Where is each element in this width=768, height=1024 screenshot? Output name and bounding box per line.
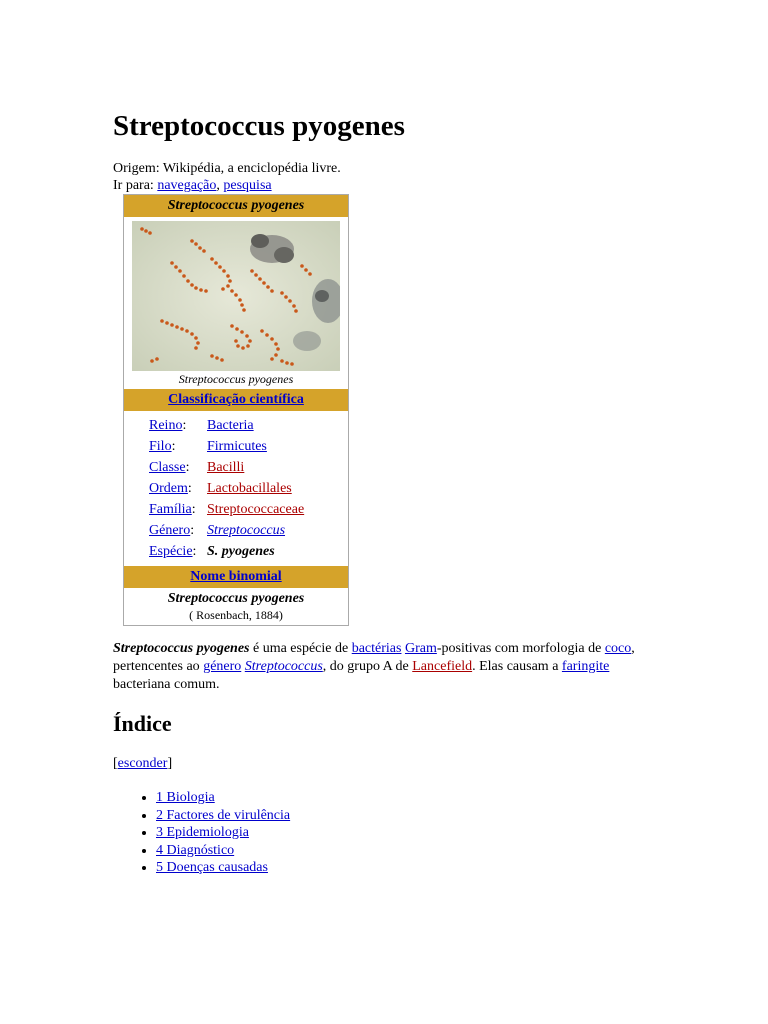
- taxobox-row-especie: [149, 541, 348, 562]
- binomial-author: ( Rosenbach, 1884): [189, 608, 283, 622]
- classification-link[interactable]: Classificação científica: [168, 392, 304, 407]
- intro-text: bacteriana comum.: [113, 677, 220, 692]
- taxobox-row-filo: [149, 436, 348, 457]
- taxon-link-ordem[interactable]: Lactobacillales: [207, 481, 292, 496]
- intro-species-name: Streptococcus pyogenes: [113, 641, 250, 656]
- taxon-link-classe[interactable]: Bacilli: [207, 460, 245, 475]
- toc-link-doencas[interactable]: 5 Doenças causadas: [156, 860, 268, 875]
- jump-search-link[interactable]: pesquisa: [223, 178, 272, 193]
- binomial-name: Streptococcus pyogenes: [167, 591, 305, 606]
- taxobox-row-ordem: [149, 478, 348, 499]
- taxobox-key: Ordem:: [149, 481, 192, 496]
- jump-prefix: Ir para:: [113, 178, 158, 193]
- bacteria-micrograph-image[interactable]: [132, 221, 340, 371]
- intro-text: -positivas com morfologia de: [436, 641, 605, 656]
- taxobox: [123, 194, 349, 626]
- link-streptococcus[interactable]: Streptococcus: [244, 659, 323, 674]
- index-heading: Índice: [113, 711, 172, 736]
- intro-text: . Elas causam a: [472, 659, 562, 674]
- taxobox-binomial: [124, 588, 348, 625]
- link-lancefield[interactable]: Lancefield: [412, 659, 473, 674]
- taxobox-binomial-header: [124, 566, 348, 588]
- rank-link-reino[interactable]: Reino: [149, 418, 183, 433]
- taxon-link-filo[interactable]: Firmicutes: [207, 439, 267, 454]
- taxobox-row-classe: [149, 457, 348, 478]
- intro-text: é uma espécie de: [249, 641, 352, 656]
- rank-link-ordem[interactable]: Ordem: [149, 481, 188, 496]
- jump-line: [113, 177, 272, 194]
- taxobox-row-genero: [149, 520, 348, 541]
- taxobox-classification-header: [124, 389, 348, 411]
- rank-link-filo[interactable]: Filo: [149, 439, 172, 454]
- origin-line: Origem: Wikipédia, a enciclopédia livre.: [113, 161, 341, 176]
- taxobox-header: Streptococcus pyogenes: [124, 195, 348, 217]
- taxobox-row-reino: [149, 415, 348, 436]
- toc-item: [156, 842, 290, 860]
- toc-link-biologia[interactable]: 1 Biologia: [156, 790, 215, 805]
- taxon-link-familia[interactable]: Streptococcaceae: [207, 502, 305, 517]
- link-gram[interactable]: Gram: [404, 641, 437, 656]
- rank-link-especie[interactable]: Espécie: [149, 544, 193, 559]
- taxobox-key: Classe:: [149, 460, 190, 475]
- taxon-value-especie: S. pyogenes: [207, 544, 275, 559]
- toc-item: [156, 859, 290, 877]
- rank-link-genero[interactable]: Género: [149, 523, 191, 538]
- toc-link-epidemiologia[interactable]: 3 Epidemiologia: [156, 825, 249, 840]
- toc-item: [156, 807, 290, 825]
- taxobox-rows: [124, 411, 348, 566]
- taxobox-caption: Streptococcus pyogenes: [178, 372, 294, 386]
- intro-text: , pertencentes ao: [113, 641, 635, 674]
- page-title: Streptococcus pyogenes: [113, 110, 405, 142]
- bracket-open: [: [113, 756, 118, 771]
- taxobox-row-familia: [149, 499, 348, 520]
- taxon-link-reino[interactable]: Bacteria: [207, 418, 254, 433]
- jump-separator: ,: [216, 178, 224, 193]
- link-coco[interactable]: coco: [604, 641, 632, 656]
- taxobox-key: Género:: [149, 523, 195, 538]
- link-faringite[interactable]: faringite: [561, 659, 610, 674]
- toc-link-diagnostico[interactable]: 4 Diagnóstico: [156, 842, 235, 858]
- toc-item: [156, 824, 290, 842]
- toc-item: [156, 789, 290, 807]
- intro-paragraph: [113, 640, 653, 694]
- jump-navigation-link[interactable]: navegação: [157, 178, 217, 193]
- toc-link-factores[interactable]: 2 Factores de virulência: [156, 807, 291, 823]
- binomial-link[interactable]: Nome binomial: [190, 569, 282, 584]
- toc-list: [113, 789, 290, 877]
- toc-toggle: [113, 755, 172, 772]
- bracket-close: ]: [167, 756, 173, 771]
- taxobox-key: Espécie:: [149, 544, 197, 559]
- taxobox-key: Filo:: [149, 439, 176, 454]
- taxobox-image-wrap: [124, 217, 348, 371]
- intro-text: , do grupo A de: [322, 659, 413, 674]
- taxobox-key: Família:: [149, 502, 196, 517]
- link-genero[interactable]: género: [203, 659, 242, 674]
- hide-toc-link[interactable]: esconder: [117, 756, 168, 771]
- taxon-link-genero[interactable]: Streptococcus: [207, 523, 286, 538]
- rank-link-familia[interactable]: Família: [149, 502, 192, 517]
- taxobox-key: Reino:: [149, 418, 187, 433]
- rank-link-classe[interactable]: Classe: [149, 460, 186, 475]
- link-bacterias[interactable]: bactérias: [351, 641, 402, 656]
